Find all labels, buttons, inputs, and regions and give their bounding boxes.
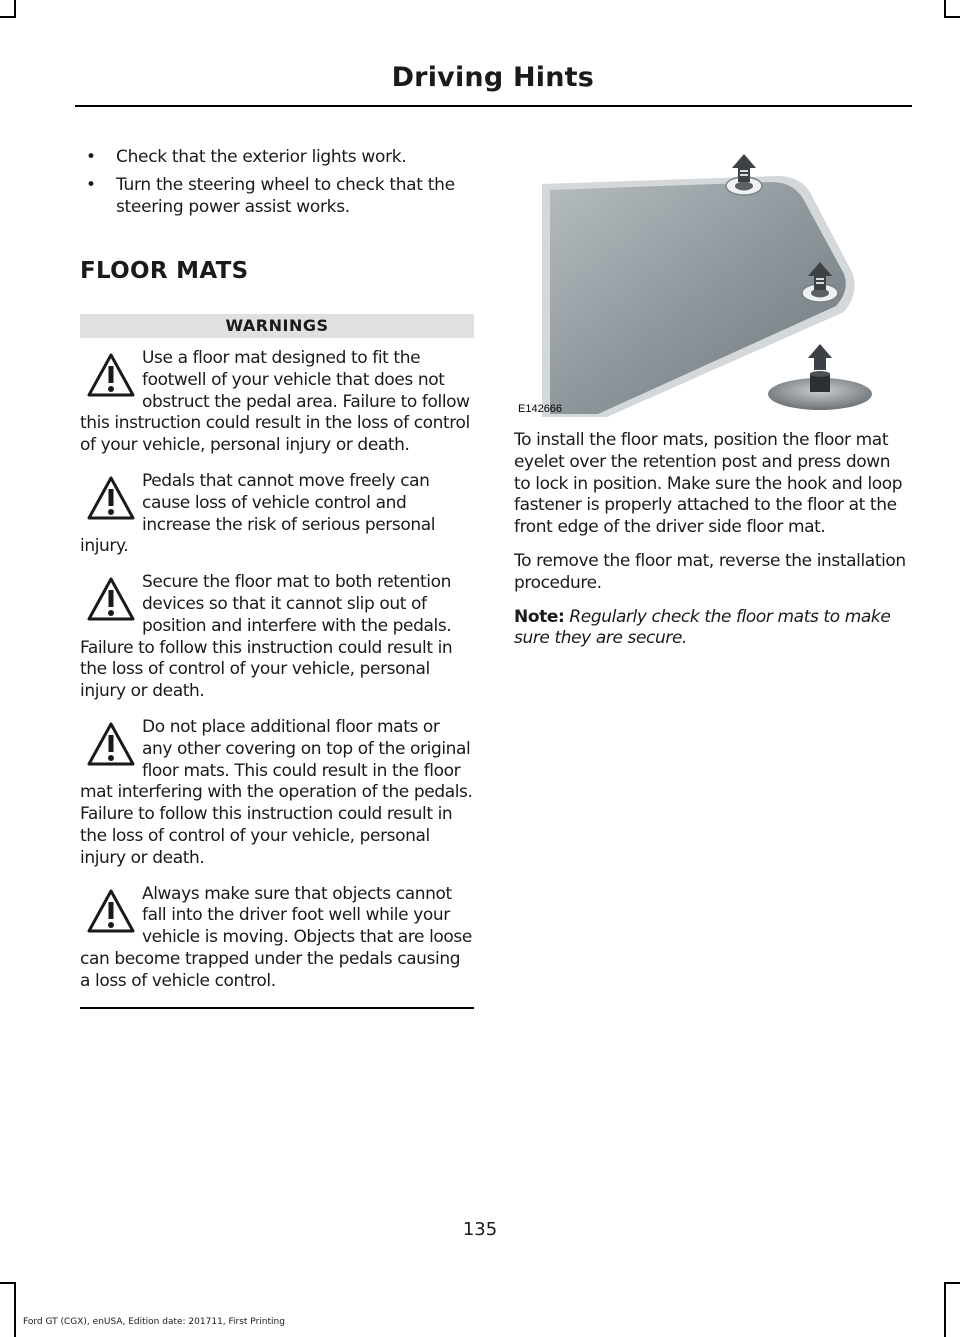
crop-mark-top-left bbox=[0, 16, 16, 18]
footer-edition: Ford GT (CGX), enUSA, Edition date: 201711, First Printing bbox=[23, 1317, 285, 1327]
section-heading: FLOOR MATS bbox=[80, 258, 249, 284]
warnings-end-divider bbox=[80, 1007, 474, 1009]
floor-mat-illustration bbox=[514, 152, 882, 417]
warning-item: Secure the floor mat to both retention devices so that it cannot slip out of position and interfere with the pedals. Failure to follow this instruction could result in the loss of control of your vehicle, personal injury or death. bbox=[80, 572, 453, 702]
list-item: • Turn the steering wheel to check that the steering power assist works. bbox=[86, 175, 455, 217]
install-paragraph: To install the floor mats, position the floor mat eyelet over the retention post and press down to lock in position. Make sure the hook and loop fastener is properly attached to the floor at the front edge of the driver side floor mat. bbox=[514, 430, 903, 538]
bullet: • bbox=[86, 175, 96, 195]
crop-mark-bottom-right bbox=[944, 1282, 960, 1284]
crop-mark-bottom-left bbox=[14, 1282, 16, 1337]
warning-item: Always make sure that objects cannot fall into the driver foot well while your vehicle is moving. Objects that are loose can become trapped under the pedals causing a loss of vehicle control. bbox=[80, 883, 472, 991]
list-item: • Check that the exterior lights work. bbox=[86, 147, 407, 167]
crop-mark-bottom-left bbox=[0, 1282, 16, 1284]
note-label: Note: bbox=[514, 606, 565, 627]
header-divider bbox=[75, 105, 912, 107]
left-column bbox=[80, 146, 474, 1009]
warning-triangle-icon bbox=[86, 888, 136, 934]
figure-code: E142666 bbox=[518, 403, 563, 415]
bullet: • bbox=[86, 147, 96, 167]
page-title: Driving Hints bbox=[391, 62, 594, 93]
warning-triangle-icon bbox=[86, 576, 136, 622]
eyelet-hole bbox=[735, 182, 753, 191]
warning-item: Use a floor mat designed to fit the footwell of your vehicle that does not obstruct the pedal area. Failure to follow this instruction could result in the loss of control of your vehicle, personal injury or death. bbox=[80, 348, 470, 456]
check-list bbox=[80, 146, 474, 218]
warnings-header: WARNINGS bbox=[80, 314, 474, 338]
crop-mark-top-right bbox=[944, 16, 960, 18]
note-text: Regularly check the floor mats to make sure they are secure. bbox=[514, 606, 891, 649]
note bbox=[514, 607, 908, 651]
warning-item: Do not place additional floor mats or any other covering on top of the original floor mats. This could result in the floor mat interfering with the operation of the pedals. Failure to follow this instruction could result in the loss of control of your vehicle, personal injury or death. bbox=[80, 716, 473, 868]
warning-triangle-icon bbox=[86, 475, 136, 521]
warning-item: Pedals that cannot move freely can cause loss of vehicle control and increase the risk of serious personal injury. bbox=[80, 470, 436, 557]
crop-mark-bottom-right bbox=[944, 1282, 946, 1337]
retention-post-top bbox=[810, 371, 830, 377]
floor-mat-drawing bbox=[514, 152, 882, 417]
warning-triangle-icon bbox=[86, 721, 136, 767]
remove-paragraph: To remove the floor mat, reverse the installation procedure. bbox=[514, 550, 906, 593]
page-number: 135 bbox=[462, 1219, 498, 1240]
up-arrow-icon bbox=[808, 344, 832, 370]
right-column bbox=[514, 430, 908, 662]
warning-triangle-icon bbox=[86, 352, 136, 398]
